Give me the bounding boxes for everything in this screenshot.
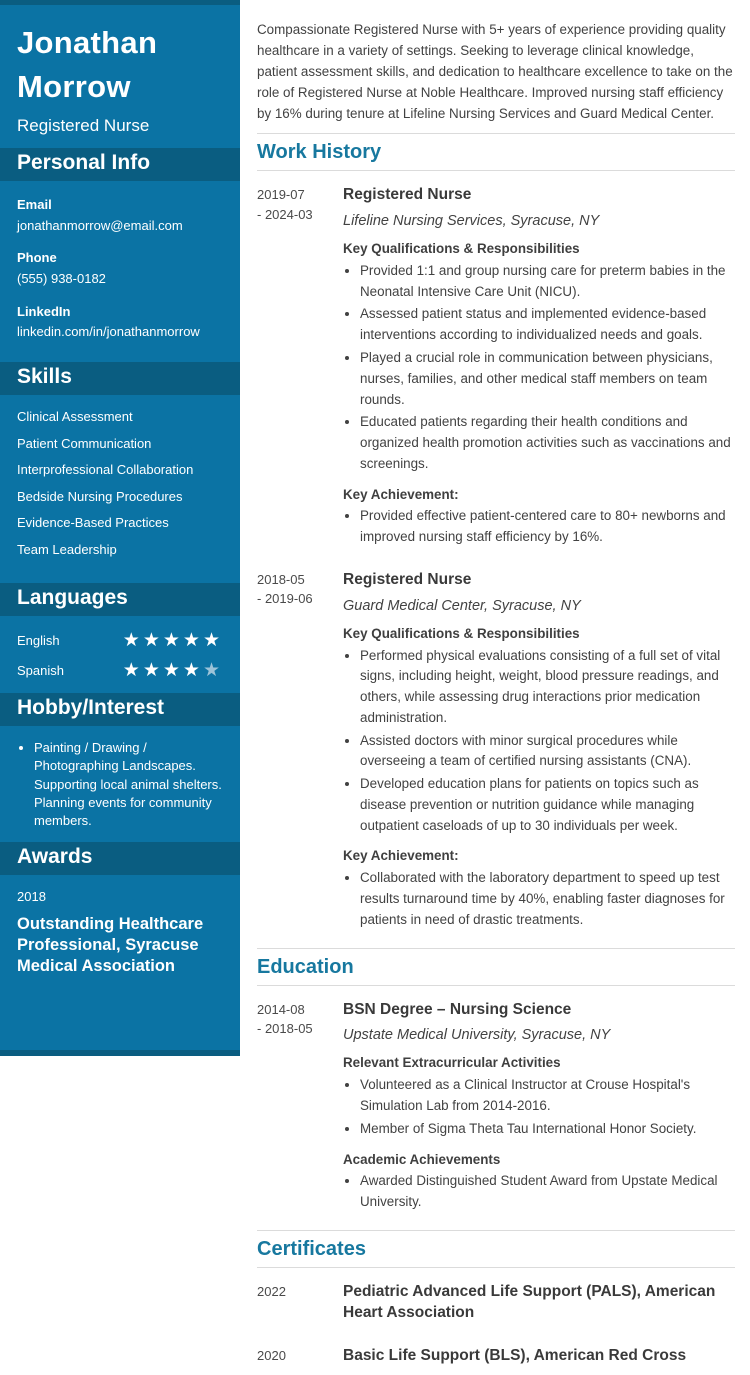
skill-item: Team Leadership [17, 541, 117, 557]
responsibilities-list [343, 261, 735, 475]
skill-item: Patient Communication [17, 435, 152, 451]
achievement-label: Key Achievement: [343, 848, 459, 864]
entry-body [343, 1282, 735, 1324]
date-start: 2018-05 [257, 571, 305, 587]
date-start: 2014-08 [257, 1001, 305, 1017]
language-name: Spanish [17, 663, 64, 679]
entry-dates [257, 1282, 343, 1324]
bullet-item: • Assessed patient status and implemented evidence-based interventions according to individualized needs and goals. [360, 304, 735, 346]
bullet-item: • Developed education plans for patients on topics such as disease prevention or nutrition guidance while managing outpatient caseloads of up to 30 individuals per week. [360, 774, 735, 836]
entry-dates [257, 1346, 343, 1367]
certificate-title: Basic Life Support (BLS), American Red Cross [343, 1346, 687, 1364]
job-company: Lifeline Nursing Services, Syracuse, NY [343, 213, 600, 230]
skill-item: Evidence-Based Practices [17, 515, 169, 531]
responsibilities-label: Key Qualifications & Responsibilities [343, 241, 580, 257]
entry-body [343, 570, 735, 931]
star-rating [123, 661, 223, 680]
language-row [17, 656, 223, 686]
bullet-item: • Collaborated with the laboratory department to speed up test results turnaround time by 40%, enabling faster diagnoses for patients in need of drastic treatments. [360, 868, 735, 930]
linkedin-label: LinkedIn [17, 303, 71, 319]
date-end: - 2024-03 [257, 206, 313, 222]
personal-info-list [0, 181, 240, 342]
achievement-list [343, 868, 735, 930]
hobby-line: • Painting / Drawing / Photographing Landscapes. [34, 740, 196, 774]
entry-dates [257, 185, 343, 548]
work-history-heading: Work History [257, 133, 735, 171]
date-end: - 2019-06 [257, 591, 313, 607]
linkedin-value: linkedin.com/in/jonathanmorrow [17, 324, 200, 340]
entry-body [343, 1000, 735, 1213]
hobby-item [34, 739, 223, 829]
person-name: Jonathan Morrow [17, 25, 158, 105]
job-title: Registered Nurse [343, 570, 472, 588]
award-year: 2018 [17, 888, 46, 904]
certificates-heading: Certificates [257, 1230, 735, 1268]
personal-info-item [17, 249, 223, 288]
bullet-item: • Awarded Distinguished Student Award from Upstate Medical University. [360, 1171, 735, 1213]
language-row [17, 626, 223, 656]
degree-title: BSN Degree – Nursing Science [343, 1000, 572, 1018]
skill-item: Interprofessional Collaboration [17, 462, 194, 478]
email-label: Email [17, 197, 52, 213]
star-filled-icon: ★ [122, 630, 143, 652]
hobby-list [34, 739, 223, 829]
languages-heading: Languages [0, 583, 240, 616]
responsibilities-list [343, 646, 735, 837]
education-entry [257, 986, 735, 1221]
work-entry [257, 556, 735, 939]
award-title: Outstanding Healthcare Professional, Syracuse Medical Association [17, 914, 204, 975]
bullet-item: • Assisted doctors with minor surgical procedures while overseeing a team of certified nursing assistants (CNA). [360, 731, 735, 773]
phone-label: Phone [17, 250, 57, 266]
personal-info-item [17, 196, 223, 235]
work-entry [257, 171, 735, 556]
star-filled-icon: ★ [182, 630, 203, 652]
language-name: English [17, 633, 60, 649]
certificate-entry [257, 1332, 735, 1375]
star-filled-icon: ★ [122, 660, 143, 682]
languages-list [0, 616, 240, 686]
school-name: Upstate Medical University, Syracuse, NY [343, 1027, 611, 1044]
certificate-entry [257, 1268, 735, 1332]
personal-info-heading: Personal Info [0, 148, 240, 181]
resume-main [257, 0, 735, 1375]
star-dim-icon: ★ [202, 660, 223, 682]
job-title: Registered Nurse [343, 186, 472, 204]
phone-value: (555) 938-0182 [17, 270, 106, 286]
email-value: jonathanmorrow@email.com [17, 217, 183, 233]
hobby-line: Planning events for community members. [34, 795, 212, 829]
star-filled-icon: ★ [142, 630, 163, 652]
academic-achievements-list [343, 1171, 735, 1213]
certificate-title: Pediatric Advanced Life Support (PALS), American Heart Association [343, 1282, 716, 1321]
activities-list [343, 1075, 735, 1139]
achievement-label: Key Achievement: [343, 486, 459, 502]
job-company: Guard Medical Center, Syracuse, NY [343, 597, 581, 614]
skills-list [0, 395, 240, 571]
sidebar [0, 0, 240, 1056]
date-end: - 2018-05 [257, 1021, 313, 1037]
person-role: Registered Nurse [17, 116, 150, 136]
academic-achievements-label: Academic Achievements [343, 1151, 501, 1167]
skills-heading: Skills [0, 362, 240, 395]
awards-heading: Awards [0, 842, 240, 875]
skill-item: Clinical Assessment [17, 409, 133, 425]
activities-label: Relevant Extracurricular Activities [343, 1055, 561, 1071]
date-start: 2019-07 [257, 187, 305, 203]
bullet-item: • Member of Sigma Theta Tau International Honor Society. [360, 1119, 735, 1140]
star-filled-icon: ★ [162, 630, 183, 652]
certificate-year: 2020 [257, 1347, 286, 1363]
entry-dates [257, 1000, 343, 1213]
hobby-heading: Hobby/Interest [0, 693, 240, 726]
skill-item: Bedside Nursing Procedures [17, 488, 183, 504]
star-rating [123, 631, 223, 650]
star-filled-icon: ★ [202, 630, 223, 652]
bullet-item: • Provided effective patient-centered care to 80+ newborns and improved nursing staff efficiency by 16%. [360, 506, 735, 548]
professional-summary: Compassionate Registered Nurse with 5+ years of experience providing quality healthcare in a variety of settings. Seeking to leverage clinical knowledge, patient assessment skills, and dedication to healthcare excellence to take on the role of Registered Nurse at Noble Healthcare. Improved nursing staff efficiency by 16% during tenure at Lifeline Nursing Services and Guard Medical Center. [257, 22, 733, 122]
bullet-item: • Educated patients regarding their health conditions and organized health promotion activities such as vaccinations and screenings. [360, 412, 735, 474]
bullet-item: • Provided 1:1 and group nursing care for preterm babies in the Neonatal Intensive Care Unit (NICU). [360, 261, 735, 303]
achievement-list [343, 506, 735, 548]
entry-dates [257, 570, 343, 931]
certificate-year: 2022 [257, 1283, 286, 1299]
bullet-item: • Volunteered as a Clinical Instructor at Crouse Hospital's Simulation Lab from 2014-2016. [360, 1075, 735, 1117]
responsibilities-label: Key Qualifications & Responsibilities [343, 625, 580, 641]
personal-info-item [17, 303, 223, 342]
bullet-item: • Performed physical evaluations consisting of a full set of vital signs, including height, weight, blood pressure readings, and others, while assessing drug interactions prior medication administration. [360, 646, 735, 729]
star-filled-icon: ★ [162, 660, 183, 682]
entry-body [343, 1346, 735, 1367]
education-heading: Education [257, 948, 735, 986]
star-filled-icon: ★ [142, 660, 163, 682]
hobby-line: Supporting local animal shelters. [34, 776, 222, 792]
bullet-item: • Played a crucial role in communication between physicians, nurses, families, and other medical staff members on team rounds. [360, 348, 735, 410]
star-filled-icon: ★ [182, 660, 203, 682]
entry-body [343, 185, 735, 548]
